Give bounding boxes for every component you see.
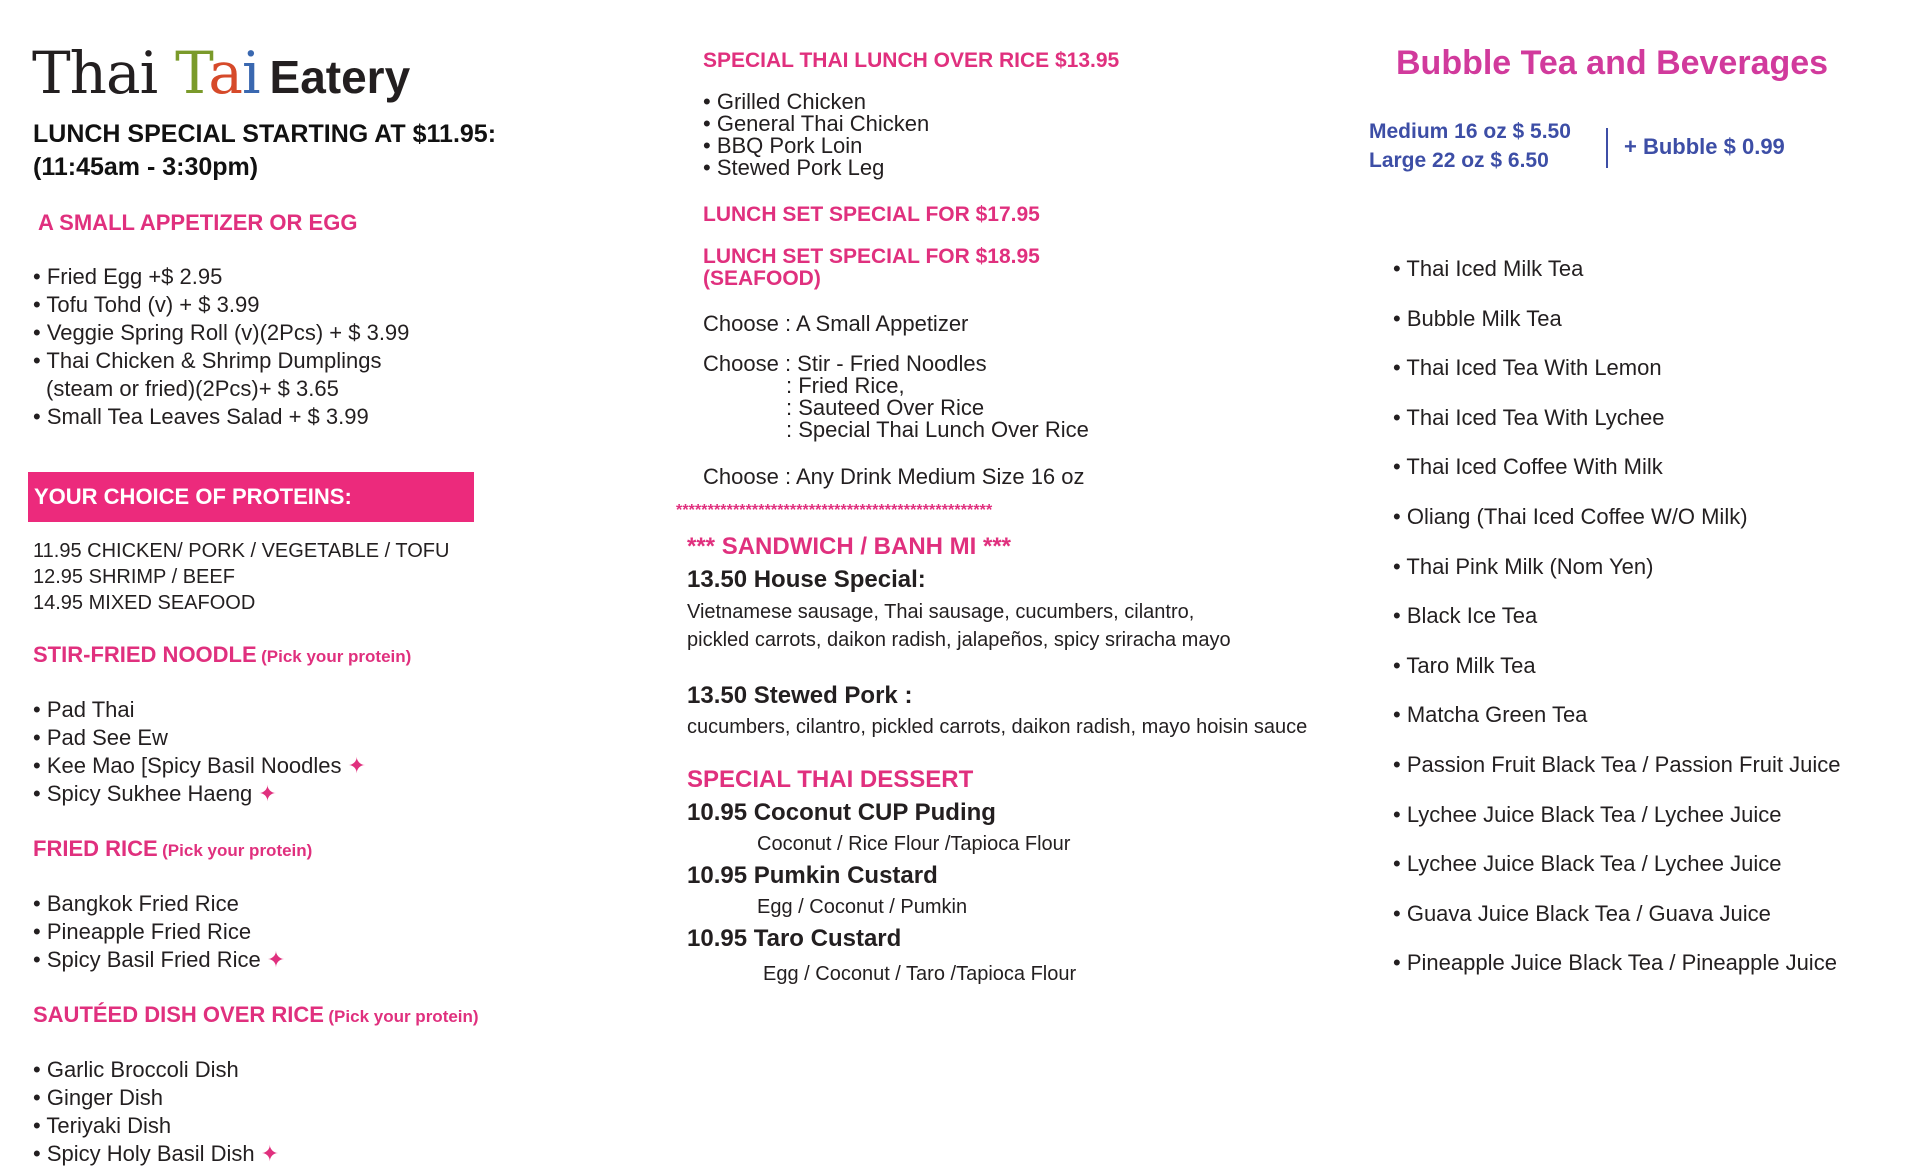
proteins-list [33, 538, 449, 616]
dessert-item-1-title: 10.95 Coconut CUP Puding [687, 799, 996, 826]
lunch-set-heading-2b: (SEAFOOD) [703, 267, 821, 290]
choose-line: : Special Thai Lunch Over Rice [786, 417, 1089, 442]
spicy-star-icon: ✦ [266, 947, 286, 972]
sauteed-heading [33, 1002, 479, 1028]
list-item: • Lychee Juice Black Tea / Lychee Juice [1393, 839, 1841, 889]
list-item: • Thai Iced Coffee With Milk [1393, 442, 1841, 492]
fried-rice-heading [33, 836, 312, 862]
logo-tai-a: a [208, 39, 242, 107]
list-item: • Black Ice Tea [1393, 591, 1841, 641]
list-item: • Bubble Milk Tea [1393, 294, 1841, 344]
item-text: Kee Mao [Spicy Basil Noodles [46, 753, 342, 778]
list-item: • Tofu Tohd (v) + $ 3.99 [33, 291, 409, 319]
item-text: Spicy Holy Basil Dish [46, 1141, 255, 1166]
desc-line: Vietnamese sausage, Thai sausage, cucumbers, cilantro, [687, 601, 1195, 623]
stir-fried-heading [33, 642, 411, 668]
lunch-set-heading-2 [703, 246, 1040, 290]
list-item: • Teriyaki Dish [33, 1112, 279, 1140]
stir-fried-list [33, 696, 366, 808]
choose-line: Choose : Stir - Fried Noodles [703, 351, 987, 376]
price-divider [1606, 128, 1608, 168]
sauteed-note: (Pick your protein) [328, 1007, 479, 1026]
list-item-text: (steam or fried)(2Pcs)+ $ 3.65 [46, 376, 339, 401]
dessert-item-2-desc: Egg / Coconut / Pumkin [757, 896, 968, 918]
choose-entree [703, 353, 1089, 441]
list-item: • Lychee Juice Black Tea / Lychee Juice [1393, 790, 1841, 840]
protein-line: 12.95 SHRIMP / BEEF [33, 566, 235, 588]
logo-thai: Thai [32, 39, 158, 107]
item-text: Spicy Sukhee Haeng [46, 781, 253, 806]
list-item [33, 780, 366, 808]
fried-rice-note: (Pick your protein) [162, 841, 313, 860]
appetizer-heading: A SMALL APPETIZER OR EGG [38, 210, 358, 235]
large-price: Large 22 oz $ 6.50 [1369, 149, 1549, 172]
house-special-desc [687, 598, 1231, 654]
stewed-pork-desc: cucumbers, cilantro, pickled carrots, daikon radish, mayo hoisin sauce [687, 716, 1308, 738]
logo [32, 38, 410, 112]
list-item: • Thai Pink Milk (Nom Yen) [1393, 542, 1841, 592]
lunch-special-heading [33, 118, 496, 184]
list-item: • Pineapple Fried Rice [33, 918, 285, 946]
list-item: • Passion Fruit Black Tea / Passion Fruit Juice [1393, 740, 1841, 790]
dessert-item-2-title: 10.95 Pumkin Custard [687, 862, 938, 889]
appetizer-list [33, 263, 409, 431]
sandwich-heading: *** SANDWICH / BANH MI *** [687, 533, 1012, 560]
list-item: • General Thai Chicken [703, 113, 929, 135]
size-prices [1369, 117, 1571, 175]
item-text: Spicy Basil Fried Rice [46, 947, 261, 972]
house-special-title: 13.50 House Special: [687, 566, 926, 593]
list-item: • Ginger Dish [33, 1084, 279, 1112]
list-item: • Taro Milk Tea [1393, 641, 1841, 691]
spicy-star-icon: ✦ [347, 753, 366, 778]
choose-line: : Fried Rice, [786, 373, 905, 398]
sauteed-list [33, 1056, 279, 1168]
list-item: • Veggie Spring Roll (v)(2Pcs) + $ 3.99 [33, 319, 409, 347]
list-item: • Thai Iced Milk Tea [1393, 244, 1841, 294]
desc-line: pickled carrots, daikon radish, jalapeños, spicy sriracha mayo [687, 629, 1231, 651]
list-item: • Garlic Broccoli Dish [33, 1056, 279, 1084]
proteins-banner: YOUR CHOICE OF PROTEINS: [28, 472, 474, 522]
list-item [33, 946, 285, 974]
stewed-pork-title: 13.50 Stewed Pork : [687, 682, 913, 709]
list-item: • Stewed Pork Leg [703, 157, 929, 179]
choose-line: : Sauteed Over Rice [786, 395, 985, 420]
beverage-list [1393, 244, 1841, 988]
lunch-special-line2: (11:45am - 3:30pm) [33, 153, 259, 181]
stir-fried-note: (Pick your protein) [261, 647, 412, 666]
spicy-star-icon: ✦ [258, 781, 277, 806]
list-item-continued [33, 375, 409, 403]
list-item: • Grilled Chicken [703, 91, 929, 113]
choose-appetizer: Choose : A Small Appetizer [703, 311, 969, 336]
protein-line: 11.95 CHICKEN/ PORK / VEGETABLE / TOFU [33, 540, 450, 562]
lunch-set-heading-2a: LUNCH SET SPECIAL FOR $18.95 [703, 245, 1040, 268]
dessert-item-1-desc: Coconut / Rice Flour /Tapioca Flour [757, 833, 1071, 855]
dessert-heading: SPECIAL THAI DESSERT [687, 766, 974, 793]
list-item [33, 1140, 279, 1168]
fried-rice-list [33, 890, 285, 974]
list-item [33, 752, 366, 780]
list-item: • Oliang (Thai Iced Coffee W/O Milk) [1393, 492, 1841, 542]
medium-price: Medium 16 oz $ 5.50 [1369, 120, 1571, 143]
lunch-set-heading-1: LUNCH SET SPECIAL FOR $17.95 [703, 203, 1040, 226]
list-item: • Pad Thai [33, 696, 366, 724]
logo-eatery: Eatery [269, 51, 411, 103]
list-item: • Thai Chicken & Shrimp Dumplings [33, 347, 409, 375]
logo-tai-t: T [175, 39, 209, 107]
list-item: • Fried Egg +$ 2.95 [33, 263, 409, 291]
list-item: • Small Tea Leaves Salad + $ 3.99 [33, 403, 409, 431]
stir-fried-title: STIR-FRIED NOODLE [33, 642, 257, 667]
list-item: • BBQ Pork Loin [703, 135, 929, 157]
dessert-item-3-title: 10.95 Taro Custard [687, 925, 902, 952]
list-item: • Thai Iced Tea With Lychee [1393, 393, 1841, 443]
spicy-star-icon: ✦ [260, 1141, 280, 1166]
special-lunch-list [703, 91, 929, 179]
list-item: • Pineapple Juice Black Tea / Pineapple Juice [1393, 938, 1841, 988]
dessert-item-3-desc: Egg / Coconut / Taro /Tapioca Flour [763, 963, 1077, 985]
logo-tai-i: i [241, 39, 260, 107]
lunch-special-line1: LUNCH SPECIAL STARTING AT $11.95: [33, 120, 497, 148]
list-item: • Guava Juice Black Tea / Guava Juice [1393, 889, 1841, 939]
list-item: • Pad See Ew [33, 724, 366, 752]
bubble-tea-heading: Bubble Tea and Beverages [1396, 44, 1829, 82]
protein-line: 14.95 MIXED SEAFOOD [33, 592, 256, 614]
bubble-addon-price: + Bubble $ 0.99 [1624, 134, 1785, 159]
sauteed-title: SAUTÉED DISH OVER RICE [33, 1002, 324, 1027]
list-item: • Thai Iced Tea With Lemon [1393, 343, 1841, 393]
special-lunch-heading: SPECIAL THAI LUNCH OVER RICE $13.95 [703, 49, 1120, 72]
list-item: • Bangkok Fried Rice [33, 890, 285, 918]
fried-rice-title: FRIED RICE [33, 836, 158, 861]
choose-drink: Choose : Any Drink Medium Size 16 oz [703, 464, 1085, 489]
divider-stars: ************************************************** [676, 502, 993, 519]
list-item: • Matcha Green Tea [1393, 690, 1841, 740]
